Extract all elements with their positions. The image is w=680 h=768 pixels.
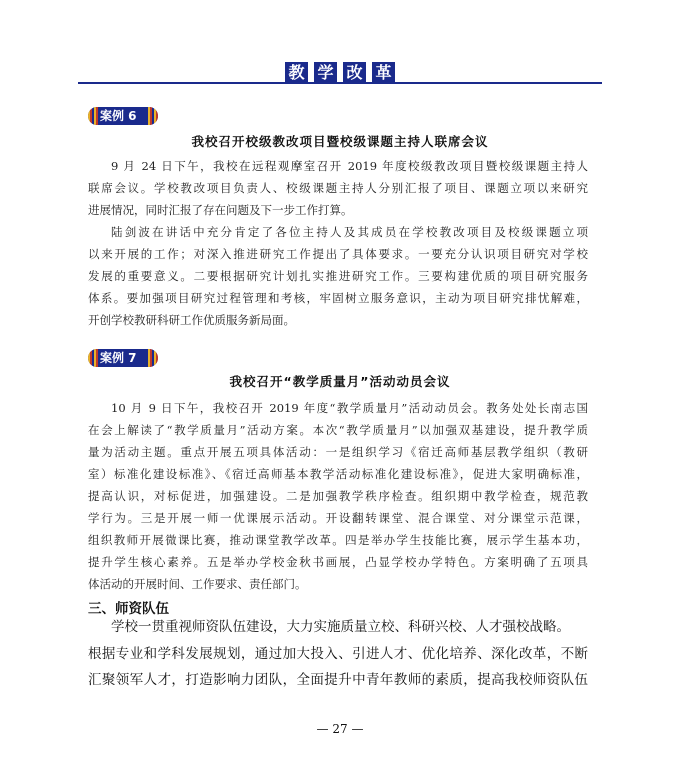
header-title-char: 革 bbox=[372, 62, 395, 83]
text-line: 汇聚领军人才，打造影响力团队，全面提升中青年教师的素质，提高我校师资队伍 bbox=[88, 672, 588, 688]
header-rule bbox=[78, 82, 602, 84]
text-line: 以来开展的工作；对深入推进研究工作提出了具体要求。一要充分认识项目研究对学校 bbox=[88, 247, 588, 261]
header-title-char: 学 bbox=[314, 62, 337, 83]
text-line: 量为活动主题。重点开展五项具体活动：一是组织学习《宿迁高师基层教学组织（教研 bbox=[88, 445, 588, 459]
section3-body bbox=[88, 614, 588, 694]
text-line: 体系。要加强项目研究过程管理和考核，牢固树立服务意识，主动为项目研究排忧解难， bbox=[88, 291, 588, 305]
case7-badge-label: 案例 7 bbox=[100, 351, 137, 365]
text-line: 发展的重要意义。二要根据研究计划扎实推进研究工作。三要构建优质的项目研究服务 bbox=[88, 269, 588, 283]
case6-body bbox=[88, 155, 588, 331]
case7-body bbox=[88, 397, 588, 595]
text-line: 10 月 9 日下午，我校召开 2019 年度“教学质量月”活动动员会。教务处处长南志国 bbox=[111, 401, 588, 415]
case6-title: 我校召开校级教改项目暨校级课题主持人联席会议 bbox=[191, 134, 489, 149]
text-line: 在会上解读了“教学质量月”活动方案。本次“教学质量月”以加强双基建设，提升教学质 bbox=[88, 423, 588, 437]
text-line: 提升学生核心素养。五是举办学校金秋书画展，凸显学校办学特色。方案明确了五项具 bbox=[88, 555, 588, 569]
badge-stripe-left bbox=[88, 107, 98, 125]
text-line: 9 月 24 日下午，我校在远程观摩室召开 2019 年度校级教改项目暨校级课题主持人 bbox=[111, 159, 588, 173]
text-line: 进展情况，同时汇报了存在问题及下一步工作打算。 bbox=[88, 203, 353, 217]
text-line: 体活动的开展时间、工作要求、责任部门。 bbox=[88, 577, 307, 591]
badge-stripe-right bbox=[148, 349, 158, 367]
section-heading: 三、师资队伍 bbox=[88, 601, 169, 617]
case7-badge bbox=[88, 349, 158, 367]
badge-stripe-left bbox=[88, 349, 98, 367]
text-line: 根据专业和学科发展规划，通过加大投入、引进人才、优化培养、深化改革，不断 bbox=[88, 645, 588, 662]
badge-stripe-right bbox=[148, 107, 158, 125]
text-line: 陆剑波在讲话中充分肯定了各位主持人及其成员在学校教改项目及校级课题立项 bbox=[111, 225, 588, 239]
text-line: 学行为。三是开展一师一优课展示活动。开设翻转课堂、混合课堂、对分课堂示范课， bbox=[88, 511, 588, 525]
text-line: 联席会议。学校教改项目负责人、校级课题主持人分别汇报了项目、课题立项以来研究 bbox=[88, 181, 588, 195]
header-title bbox=[0, 62, 680, 83]
header-title-char: 教 bbox=[285, 62, 308, 83]
page-number: — 27 — bbox=[316, 722, 364, 736]
text-line: 开创学校教研科研工作优质服务新局面。 bbox=[88, 313, 295, 327]
header-title-char: 改 bbox=[343, 62, 366, 83]
case6-badge bbox=[88, 107, 158, 125]
case7-title: 我校召开“教学质量月”活动动员会议 bbox=[229, 374, 451, 389]
case6-badge-label: 案例 6 bbox=[100, 109, 137, 123]
text-line: 提高认识，对标促进，加强建设。二是加强教学秩序检查。组织期中教学检查，规范教 bbox=[88, 489, 588, 503]
text-line: 组织教师开展微课比赛，推动课堂教学改革。四是举办学生技能比赛，展示学生基本功， bbox=[88, 533, 588, 547]
text-line: 室）标准化建设标准》、《宿迁高师基本教学活动标准化建设标准》，促进大家明确标准， bbox=[88, 467, 588, 481]
text-line: 学校一贯重视师资队伍建设，大力实施质量立校、科研兴校、人才强校战略。 bbox=[111, 619, 570, 635]
